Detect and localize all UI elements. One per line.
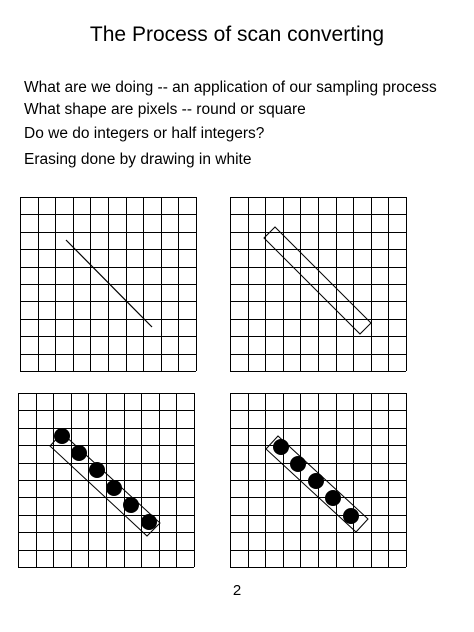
pixel-dot [273, 439, 289, 455]
pixel-dot [308, 473, 324, 489]
pixel-grid [230, 393, 407, 568]
page-number: 2 [232, 582, 242, 599]
bullet-sampling: What are we doing -- an application of our sampling process [24, 79, 437, 96]
pixel-grid [20, 197, 197, 372]
pixel-dot [343, 508, 359, 524]
pixel-grid [230, 197, 407, 372]
line-rectangle [264, 227, 371, 334]
pixel-dot [54, 428, 70, 444]
bullet-pixel-shape: What shape are pixels -- round or square [24, 101, 306, 118]
line-rectangle [50, 433, 160, 536]
bullet-integers: Do we do integers or half integers? [24, 125, 265, 142]
slide-title: The Process of scan converting [89, 23, 385, 46]
pixel-dot [106, 480, 122, 496]
pixel-dot [71, 445, 87, 461]
ideal-line [66, 240, 152, 327]
pixel-dot [325, 490, 341, 506]
pixel-dot [123, 497, 139, 513]
pixel-dot [290, 456, 306, 472]
pixel-grid [18, 393, 195, 568]
pixel-dot [141, 514, 157, 530]
line-rectangle [266, 436, 368, 532]
bullet-erasing: Erasing done by drawing in white [24, 151, 252, 168]
pixel-dot [89, 462, 105, 478]
